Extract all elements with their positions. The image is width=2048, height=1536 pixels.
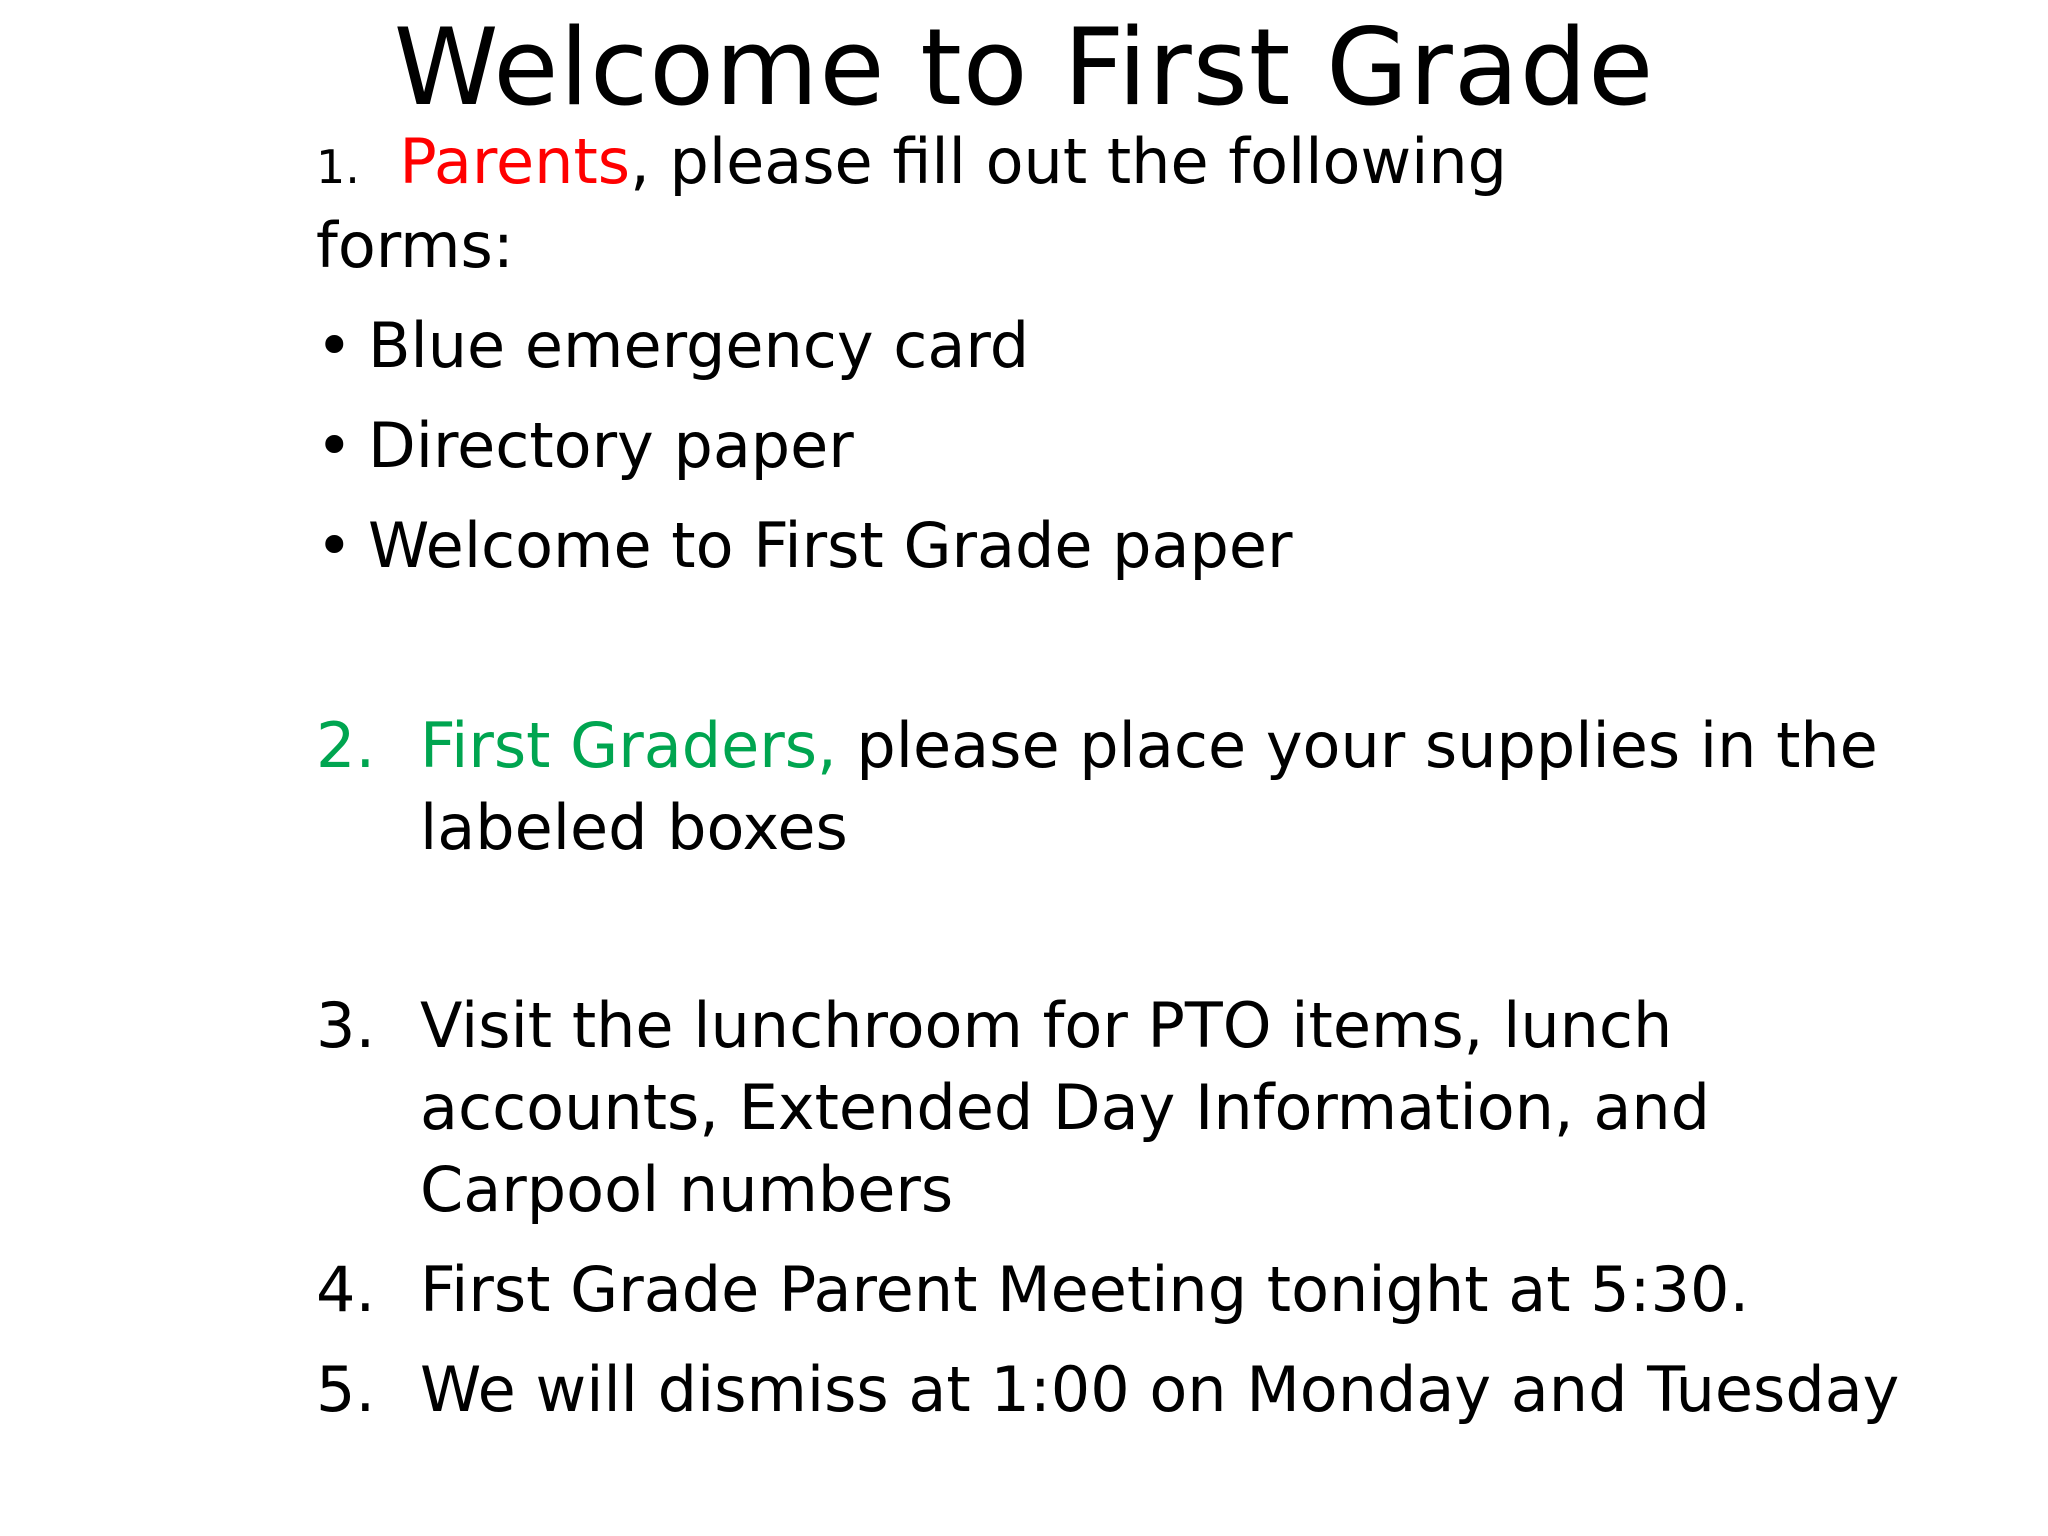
bullet-item [316,306,1029,386]
item-4-line [316,1250,1749,1330]
slide-title: Welcome to First Grade [393,6,1655,129]
bullet-item [316,506,1293,586]
bullet-icon: • [316,509,353,582]
item-5-line [316,1350,1899,1430]
item-1-text: , please fill out the following [630,125,1508,198]
item-1-line-2: forms: [316,209,514,282]
item-2-number: 2. [316,709,376,782]
item-5-text: We will dismiss at 1:00 on Monday and Tuesday [420,1353,1900,1426]
item-3-line-3: Carpool numbers [420,1153,954,1226]
item-5-number: 5. [316,1353,376,1426]
item-2-line-2: labeled boxes [420,791,848,864]
item-3-line-2: accounts, Extended Day Information, and [420,1071,1710,1144]
item-1-line-1 [316,122,1507,207]
first-graders-highlight: First Graders, [420,709,837,782]
bullet-text: Blue emergency card [368,309,1030,382]
bullet-text: Directory paper [368,409,854,482]
item-2-text: please place your supplies in the [836,709,1878,782]
bullet-item [316,406,854,486]
item-3-number: 3. [316,989,376,1062]
item-4-number: 4. [316,1253,376,1326]
bullet-text: Welcome to First Grade paper [368,509,1293,582]
item-4-text: First Grade Parent Meeting tonight at 5:30. [420,1253,1750,1326]
parents-highlight: Parents [399,125,631,198]
item-3-line-1 [316,986,1672,1066]
bullet-icon: • [316,409,353,482]
bullet-icon: • [316,309,353,382]
item-1-number: 1. [316,140,360,194]
item-3-text: Visit the lunchroom for PTO items, lunch [420,989,1673,1062]
item-2-line-1 [316,706,1878,786]
